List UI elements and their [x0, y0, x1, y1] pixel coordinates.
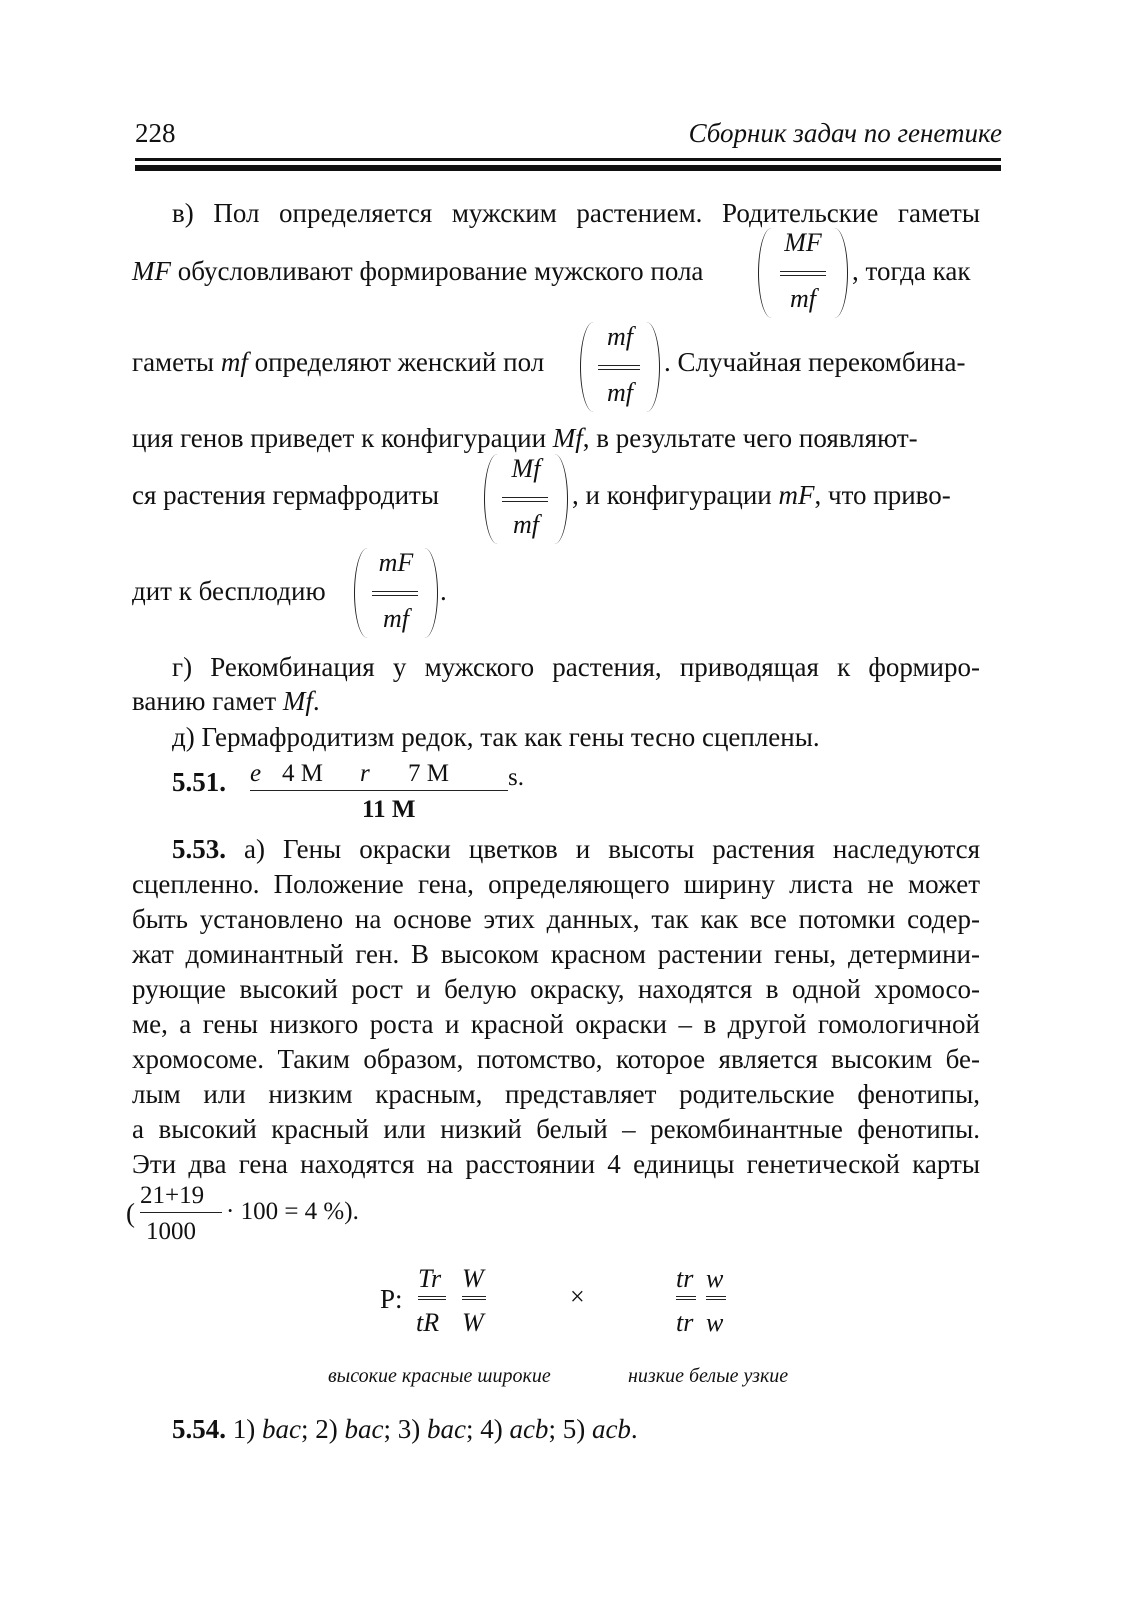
right-bottom-gene-2: w	[706, 1308, 724, 1337]
distance-calculation	[126, 1182, 406, 1252]
calc-result: · 100 = 4 %).	[226, 1198, 359, 1225]
genotype-mF: mF	[778, 480, 815, 510]
fraction-bottom: mf	[607, 378, 633, 407]
total-distance: 11 M	[362, 796, 416, 823]
answer-553-line1	[172, 832, 980, 867]
parents-label: P:	[380, 1284, 403, 1314]
answer-553-line10: Эти два гена находятся на расстоянии 4 единицы генетической карты	[132, 1149, 980, 1179]
para-v-line4	[132, 421, 918, 456]
answer-554-t2: ; 2)	[300, 1414, 345, 1444]
genotype-Mf: Mf	[282, 686, 313, 716]
right-top-gene-2: w	[706, 1264, 724, 1293]
gene-map-551	[250, 760, 524, 830]
running-title: Сборник задач по генетике	[688, 118, 1002, 148]
para-v-line3-c: определяют женский пол	[247, 347, 545, 377]
answer-553-line1-text: а) Гены окраски цветков и высоты растения наследуются	[226, 834, 980, 864]
left-parent-caption: высокие красные широкие	[328, 1365, 551, 1387]
genotype-mf: mf	[220, 347, 248, 377]
para-v-line4-a: ция генов приведет к конфигурации	[132, 423, 553, 453]
double-line	[780, 271, 826, 276]
gene-order-2: bac	[344, 1414, 384, 1444]
answer-553-line2: сцепленно. Положение гена, определяющего ширину листа не может	[132, 869, 980, 899]
fraction-top: mF	[378, 548, 414, 577]
para-g-line1: г) Рекомбинация у мужского растения, приводящая к формиро-	[172, 652, 980, 682]
right-top-gene-1: tr	[676, 1264, 694, 1293]
answer-553-label: 5.53.	[172, 834, 226, 864]
answer-553-line6: ме, а гены низкого роста и красной окраски – в другой гомологичной	[132, 1009, 980, 1039]
open-paren: (	[126, 1198, 135, 1228]
cross-scheme	[380, 1264, 760, 1344]
left-bottom-gene-2: W	[462, 1308, 484, 1337]
para-v-line5-tail	[572, 478, 951, 513]
calc-denominator: 1000	[146, 1218, 196, 1245]
answer-554-t1: 1)	[226, 1414, 262, 1444]
para-v-line6: дит к бесплодию	[132, 576, 326, 606]
para-v-line5-d: , что приво-	[814, 480, 951, 510]
fraction-bar	[140, 1212, 222, 1213]
distance-e-r: 4 M	[282, 760, 323, 787]
right-parent-caption: низкие белые узкие	[628, 1365, 789, 1387]
answer-554-t6: .	[630, 1414, 638, 1444]
gene-s: s.	[508, 764, 524, 791]
header-rule-thin	[135, 158, 1001, 161]
answer-553-line5: рующие высокий рост и белую окраску, находятся в одной хромосо-	[132, 974, 980, 1004]
para-d-line1: д) Гермафродитизм редок, так как гены тесно сцеплены.	[172, 722, 820, 752]
fraction-top: Mf	[511, 454, 541, 483]
gene-r: r	[360, 760, 370, 787]
calc-numerator: 21+19	[140, 1182, 205, 1209]
answer-553-line3: быть установлено на основе этих данных, так как все потомки содер-	[132, 904, 980, 934]
gene-e: e	[250, 760, 262, 787]
distance-r-s: 7 M	[408, 760, 449, 787]
left-bottom-gene-1: tR	[416, 1308, 440, 1337]
answer-553-line7: хромосоме. Таким образом, потомство, которое является высоким бе-	[132, 1044, 980, 1074]
right-bottom-gene-1: tr	[676, 1308, 694, 1337]
answer-551-label: 5.51.	[172, 767, 226, 797]
answer-553-line8: лым или низким красным, представляет родительские фенотипы,	[132, 1079, 980, 1109]
double-line	[372, 591, 418, 596]
answer-553-line9: а высокий красный или низкий белый – рекомбинантные фенотипы.	[132, 1114, 980, 1144]
answer-554-t5: ; 5)	[548, 1414, 592, 1444]
gene-order-3: bac	[426, 1414, 466, 1444]
double-line	[502, 497, 548, 502]
fraction-bottom: mf	[383, 604, 409, 633]
fraction-Mf-mf	[484, 454, 568, 546]
left-top-gene-2: W	[462, 1264, 484, 1293]
gene-order-5: acb	[591, 1414, 631, 1444]
genotype-MF: MF	[132, 256, 171, 286]
answer-554-t3: ; 3)	[383, 1414, 427, 1444]
para-v-line2-text: обусловливают формирование мужского пола	[170, 256, 704, 286]
cross-symbol: ×	[570, 1282, 585, 1311]
para-v-line2-tail: , тогда как	[852, 256, 971, 286]
double-line	[598, 365, 640, 370]
header-rule-thick	[135, 165, 1001, 171]
fraction-bottom: mf	[790, 284, 816, 313]
para-v-line3-a: гаметы	[132, 347, 221, 377]
genotype-Mf: Mf	[552, 423, 583, 453]
para-g-line2-a: ванию гамет	[132, 686, 283, 716]
gene-order-4: acb	[509, 1414, 549, 1444]
chromosome-line	[250, 790, 508, 791]
para-g-line2-c: .	[312, 686, 320, 716]
fraction-top: MF	[784, 228, 822, 257]
para-v-line2	[132, 254, 703, 289]
para-v-line6-tail: .	[440, 576, 447, 606]
para-v-line4-c: , в результате чего появляют-	[582, 423, 918, 453]
para-g-line2	[132, 684, 320, 719]
fraction-mF-mf	[354, 548, 438, 640]
para-v-line3-tail: . Случайная перекомбина-	[664, 347, 966, 377]
answer-554-label: 5.54.	[172, 1414, 226, 1444]
para-v-line5: ся растения гермафродиты	[132, 480, 439, 510]
fraction-top: mf	[607, 322, 633, 351]
left-top-gene-1: Tr	[418, 1264, 442, 1293]
answer-554-t4: ; 4)	[465, 1414, 510, 1444]
answer-553-line4: жат доминантный ген. В высоком красном растении гены, детермини-	[132, 939, 980, 969]
fraction-bottom: mf	[513, 510, 539, 539]
answer-554	[172, 1412, 638, 1447]
page-number: 228	[135, 118, 176, 148]
fraction-mf-mf	[580, 322, 660, 414]
para-v-line5-b: , и конфигурации	[572, 480, 779, 510]
para-v-line1: в) Пол определяется мужским растением. Родительские гаметы	[172, 198, 980, 228]
para-v-line3	[132, 345, 544, 380]
fraction-MF-mf	[758, 228, 848, 320]
gene-order-1: bac	[262, 1414, 301, 1444]
